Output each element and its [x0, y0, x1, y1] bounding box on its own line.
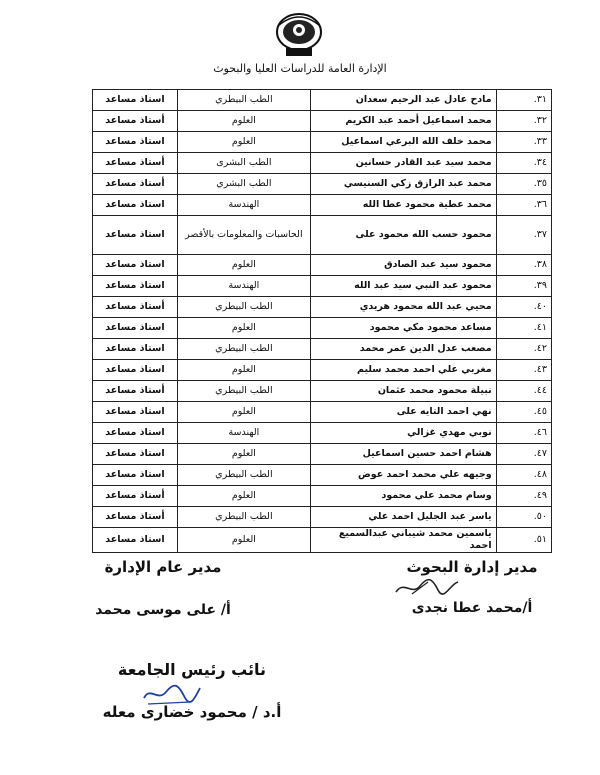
faculty-name: الطب البيطري — [177, 297, 310, 318]
row-number: ٣٩. — [496, 276, 551, 297]
row-number: ٥١. — [496, 528, 551, 553]
staff-name: وسام محمد علي محمود — [310, 486, 496, 507]
academic-rank: أستاذ مساعد — [93, 111, 178, 132]
academic-rank: استاذ مساعد — [93, 318, 178, 339]
staff-name: مغربي علي احمد محمد سليم — [310, 360, 496, 381]
row-number: ٥٠. — [496, 507, 551, 528]
staff-name: مادح عادل عبد الرحيم سعدان — [310, 90, 496, 111]
academic-rank: استاذ مساعد — [93, 360, 178, 381]
row-number: ٤٥. — [496, 402, 551, 423]
row-number: ٤٨. — [496, 465, 551, 486]
staff-name: محمد عبد الرازق زكي السنيسي — [310, 174, 496, 195]
academic-rank: أستاذ مساعد — [93, 381, 178, 402]
academic-rank: استاذ مساعد — [93, 465, 178, 486]
faculty-name: العلوم — [177, 402, 310, 423]
table-row — [93, 153, 552, 174]
staff-name: ياسمين محمد شيباني عبدالسميع احمد — [310, 528, 496, 553]
faculty-name: الهندسة — [177, 276, 310, 297]
staff-name: محمد خلف الله البرعي اسماعيل — [310, 132, 496, 153]
faculty-name: الهندسة — [177, 195, 310, 216]
table-row — [93, 132, 552, 153]
faculty-name: الطب البيطري — [177, 381, 310, 402]
staff-name: نوبي مهدي غزالي — [310, 423, 496, 444]
table-row — [93, 174, 552, 195]
staff-name: محمود سيد عبد الصادق — [310, 255, 496, 276]
table-row — [93, 465, 552, 486]
table-row — [93, 339, 552, 360]
row-number: ٤٧. — [496, 444, 551, 465]
row-number: ٤٣. — [496, 360, 551, 381]
table-row — [93, 111, 552, 132]
signature-name: أ.د / محمود خضارى معله — [102, 703, 282, 721]
table-row — [93, 381, 552, 402]
signature-title: مدير إدارة البحوث — [406, 558, 538, 576]
academic-rank: استاذ مساعد — [93, 402, 178, 423]
row-number: ٤٦. — [496, 423, 551, 444]
row-number: ٤٤. — [496, 381, 551, 402]
signature-name: أ/ على موسى محمد — [95, 602, 231, 618]
staff-name: محمد سيد عبد القادر حسانين — [310, 153, 496, 174]
row-number: ٣٤. — [496, 153, 551, 174]
staff-name: مصعب عدل الدين عمر محمد — [310, 339, 496, 360]
faculty-name: الحاسبات والمعلومات بالأقصر — [177, 216, 310, 255]
staff-name: محمد اسماعيل أحمد عبد الكريم — [310, 111, 496, 132]
table-row — [93, 318, 552, 339]
academic-rank: استاذ مساعد — [93, 132, 178, 153]
faculty-name: العلوم — [177, 111, 310, 132]
staff-name: محمود حسب الله محمود على — [310, 216, 496, 255]
faculty-name: الطب البيطري — [177, 465, 310, 486]
table-row — [93, 360, 552, 381]
academic-rank: استاذ مساعد — [93, 339, 178, 360]
academic-rank: استاذ مساعد — [93, 276, 178, 297]
academic-rank: استاذ مساعد — [93, 255, 178, 276]
row-number: ٤١. — [496, 318, 551, 339]
faculty-name: العلوم — [177, 444, 310, 465]
faculty-name: الهندسة — [177, 423, 310, 444]
staff-name: ياسر عبد الجليل احمد علي — [310, 507, 496, 528]
signature-admin — [88, 558, 238, 618]
academic-rank: استاذ مساعد — [93, 195, 178, 216]
row-number: ٣٨. — [496, 255, 551, 276]
academic-rank: أستاذ مساعد — [93, 297, 178, 318]
staff-name: مساعد محمود مكي محمود — [310, 318, 496, 339]
handwritten-signature-vp — [140, 682, 204, 708]
table-row — [93, 195, 552, 216]
table-row — [93, 255, 552, 276]
signature-title: نائب رئيس الجامعة — [117, 660, 267, 679]
row-number: ٣٣. — [496, 132, 551, 153]
row-number: ٣٢. — [496, 111, 551, 132]
row-number: ٣٧. — [496, 216, 551, 255]
staff-name: نبيلة محمود محمد عثمان — [310, 381, 496, 402]
table-row — [93, 216, 552, 255]
table-row — [93, 423, 552, 444]
row-number: ٣١. — [496, 90, 551, 111]
table-row — [93, 297, 552, 318]
faculty-name: الطب البيطري — [177, 90, 310, 111]
faculty-name: العلوم — [177, 486, 310, 507]
staff-name: محمد عطية محمود عطا الله — [310, 195, 496, 216]
signature-name: أ/محمد عطا نجدى — [411, 600, 533, 616]
academic-rank: أستاذ مساعد — [93, 486, 178, 507]
row-number: ٣٥. — [496, 174, 551, 195]
row-number: ٤٢. — [496, 339, 551, 360]
staff-name: وجيهه علي محمد احمد عوض — [310, 465, 496, 486]
row-number: ٣٦. — [496, 195, 551, 216]
faculty-name: الطب البشرى — [177, 153, 310, 174]
faculty-name: الطب البيطري — [177, 339, 310, 360]
department-header: الإدارة العامة للدراسات العليا والبحوث — [213, 62, 387, 75]
staff-table — [92, 89, 552, 553]
academic-rank: استاذ مساعد — [93, 444, 178, 465]
faculty-name: الطب البيطري — [177, 507, 310, 528]
handwritten-signature-research — [392, 574, 462, 600]
staff-name: محيي عبد الله محمود هريدي — [310, 297, 496, 318]
faculty-name: العلوم — [177, 528, 310, 553]
academic-rank: استاذ مساعد — [93, 423, 178, 444]
staff-name: محمود عبد النبي سيد عبد الله — [310, 276, 496, 297]
signature-title: مدير عام الإدارة — [104, 558, 222, 576]
staff-name: هشام احمد حسين اسماعيل — [310, 444, 496, 465]
academic-rank: استاذ مساعد — [93, 90, 178, 111]
staff-name: نهي احمد التايه على — [310, 402, 496, 423]
academic-rank: استاذ مساعد — [93, 216, 178, 255]
row-number: ٤٩. — [496, 486, 551, 507]
faculty-name: العلوم — [177, 255, 310, 276]
academic-rank: أستاذ مساعد — [93, 174, 178, 195]
academic-rank: أستاذ مساعد — [93, 153, 178, 174]
table-row — [93, 486, 552, 507]
table-row — [93, 276, 552, 297]
table-row — [93, 90, 552, 111]
academic-rank: أستاذ مساعد — [93, 507, 178, 528]
faculty-name: العلوم — [177, 360, 310, 381]
table-row — [93, 444, 552, 465]
faculty-name: العلوم — [177, 318, 310, 339]
academic-rank: استاذ مساعد — [93, 528, 178, 553]
faculty-name: العلوم — [177, 132, 310, 153]
row-number: ٤٠. — [496, 297, 551, 318]
table-row — [93, 402, 552, 423]
table-row — [93, 528, 552, 553]
faculty-name: الطب البشري — [177, 174, 310, 195]
table-row — [93, 507, 552, 528]
university-logo — [268, 8, 330, 60]
